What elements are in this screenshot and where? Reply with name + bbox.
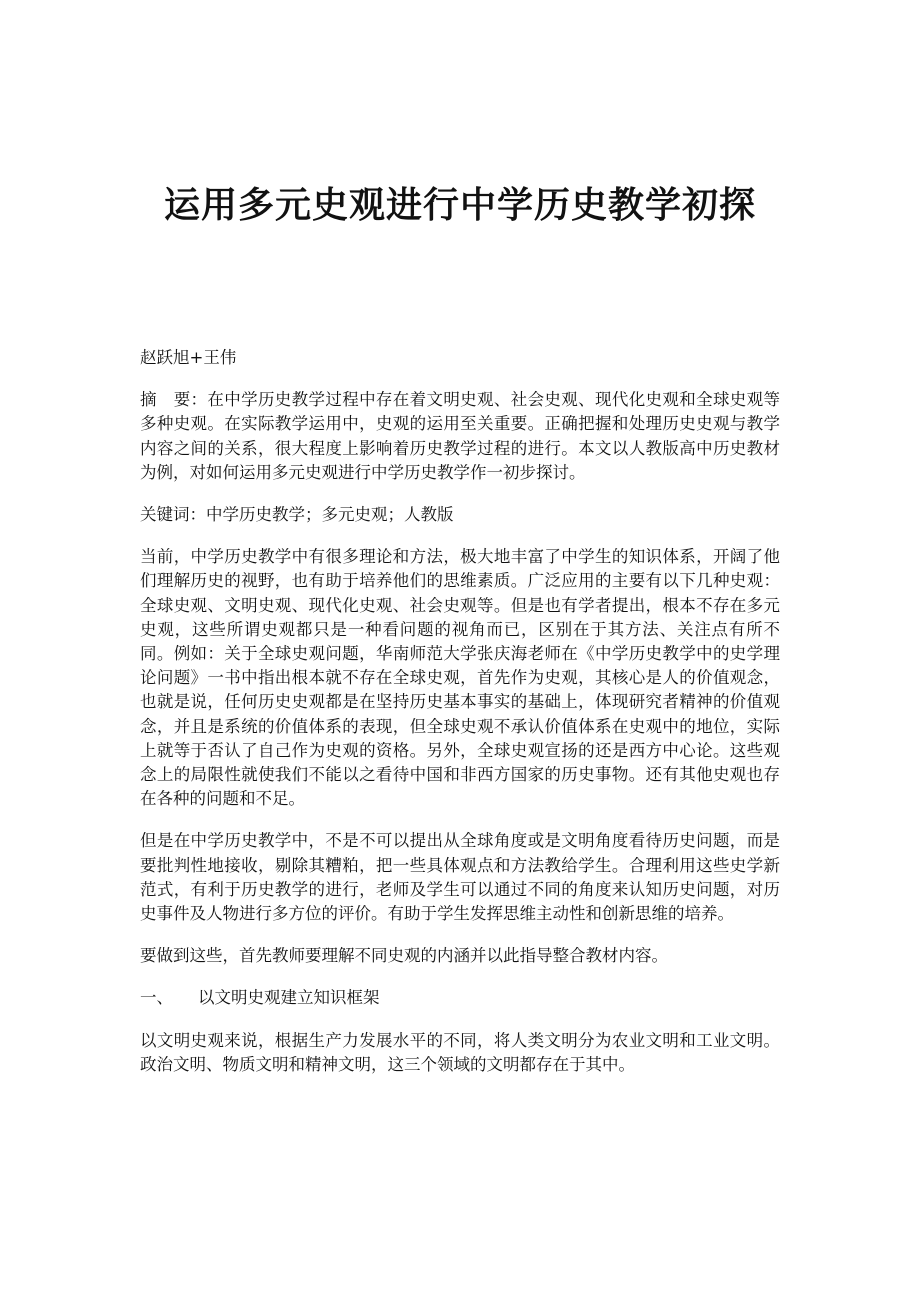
document-body	[140, 346, 780, 1095]
author-line: 赵跃旭+王伟	[140, 348, 237, 367]
keywords-label: 关键词：	[140, 505, 206, 525]
section-paragraph: 以文明史观来说，根据生产力发展水平的不同，将人类文明分为农业文明和工业文明。政治文明、物质文明和精神文明，这三个领域的文明都存在于其中。	[140, 1030, 780, 1074]
abstract-text: 在中学历史教学过程中存在着文明史观、社会史观、现代化史观和全球史观等多种史观。在实际教学运用中，史观的运用至关重要。正确把握和处理历史史观与教学内容之间的关系，很大程度上影响着历史教学过程的进行。本文以人教版高中历史教材为例，对如何运用多元史观进行中学历史教学作一初步探讨。	[140, 390, 781, 482]
keywords-text: 中学历史教学；多元史观；人教版	[206, 505, 454, 525]
keywords-paragraph	[140, 503, 780, 527]
abstract-label: 摘 要：	[140, 390, 208, 410]
section-title: 以文明史观建立知识框架	[198, 988, 380, 1008]
body-paragraph: 要做到这些，首先教师要理解不同史观的内涵并以此指导整合教材内容。	[140, 946, 668, 966]
body-paragraph: 当前，中学历史教学中有很多理论和方法，极大地丰富了中学生的知识体系，开阔了他们理解历史的视野，也有助于培养他们的思维素质。广泛应用的主要有以下几种史观：全球史观、文明史观、现代化史观、社会史观等。但是也有学者提出，根本不存在多元史观，这些所谓史观都只是一种看问题的视角而已，区别在于其方法、关注点有所不同。例如：关于全球史观问题，华南师范大学张庆海老师在《中学历史教学中的史学理论问题》一书中指出根本就不存在全球史观，首先作为史观，其核心是人的价值观念，也就是说，任何历史史观都是在坚持历史基本事实的基础上，体现研究者精神的价值观念，并且是系统的价值体系的表现，但全球史观不承认价值体系在史观中的地位，实际上就等于否认了自己作为史观的资格。另外，全球史观宣扬的还是西方中心论。这些观念上的局限性就使我们不能以之看待中国和非西方国家的历史事物。还有其他史观也存在各种的问题和不足。	[140, 547, 780, 809]
section-number: 一、	[140, 988, 173, 1008]
document-title: 运用多元史观进行中学历史教学初探	[163, 185, 756, 226]
body-paragraph: 但是在中学历史教学中，不是不可以提出从全球角度或是文明角度看待历史问题，而是要批判性地接收，剔除其糟粕，把一些具体观点和方法教给学生。合理利用这些史学新范式，有利于历史教学的进行，老师及学生可以通过不同的角度来认知历史问题，对历史事件及人物进行多方位的评价。有助于学生发挥思维主动性和创新思维的培养。	[140, 831, 780, 924]
abstract-paragraph	[140, 388, 780, 485]
section-heading	[140, 986, 780, 1010]
